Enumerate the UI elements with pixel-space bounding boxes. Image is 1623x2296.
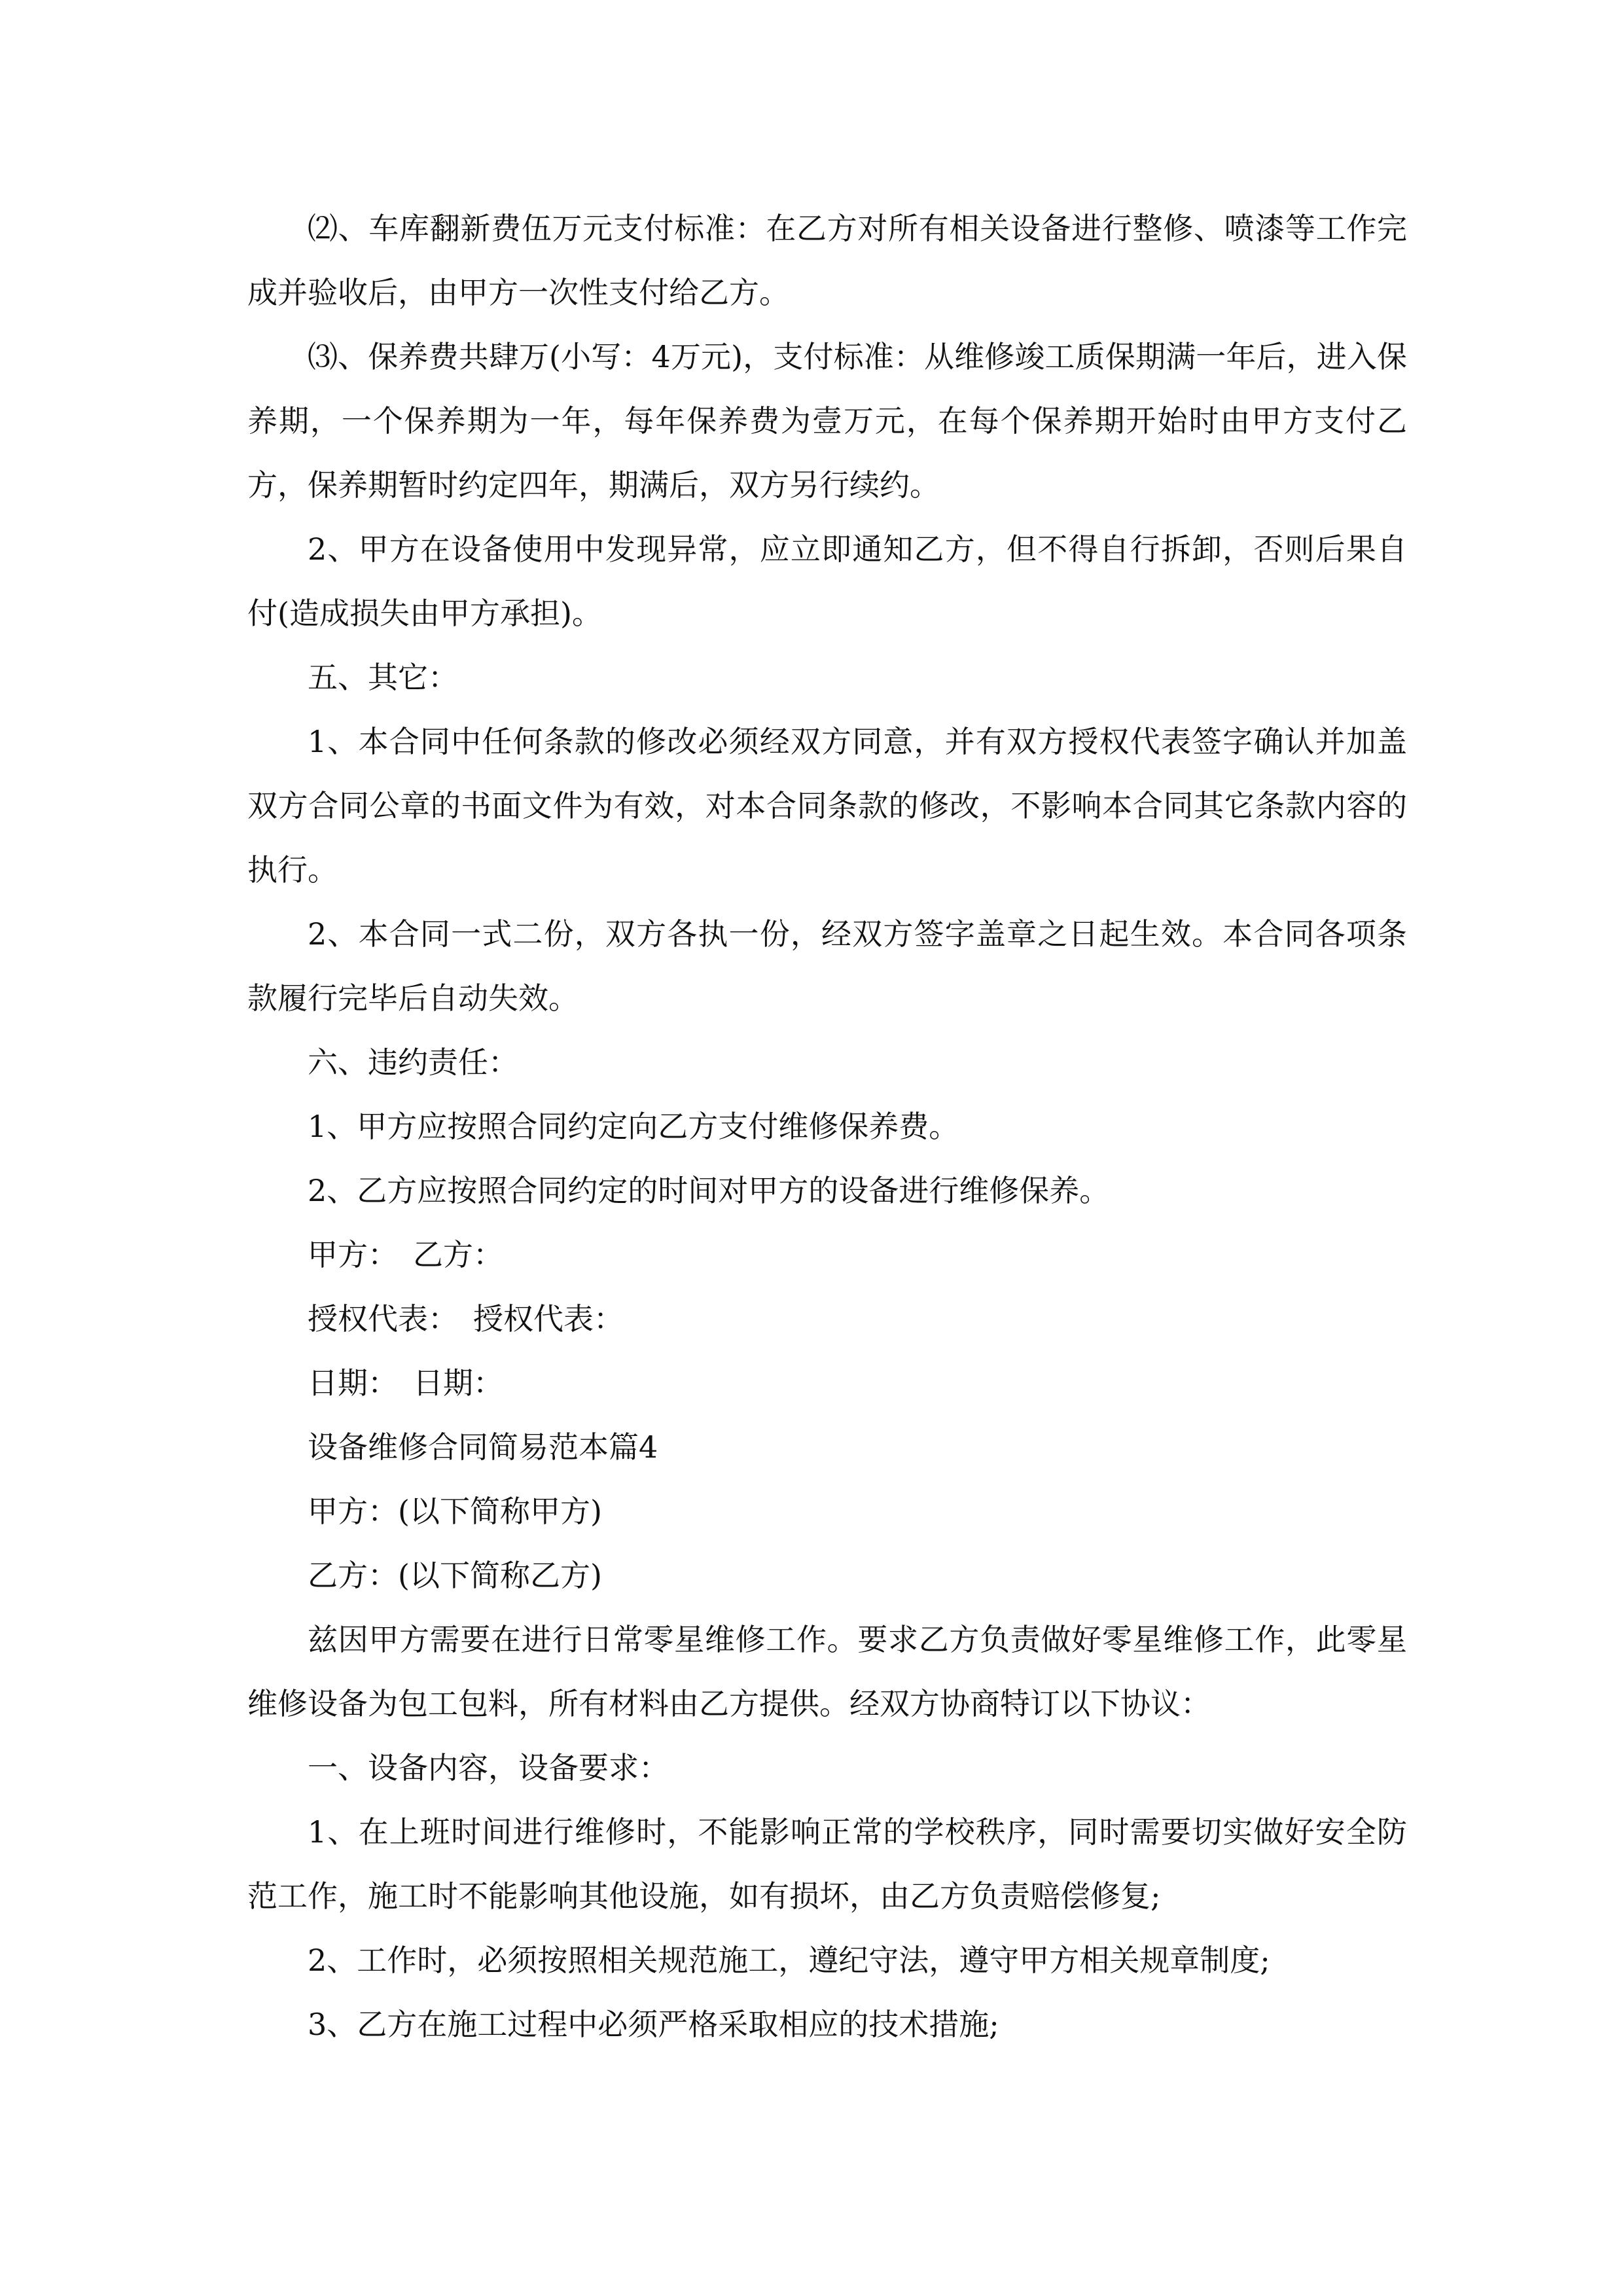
paragraph-amendment-clause: 1、本合同中任何条款的修改必须经双方同意，并有双方授权代表签字确认并加盖双方合同公章的书面文件为有效，对本合同条款的修改，不影响本合同其它条款内容的执行。 [247, 724, 1407, 888]
paragraph-party-a-payment: 1、甲方应按照合同约定向乙方支付维修保养费。 [308, 1109, 959, 1144]
paragraph-party-b-service: 2、乙方应按照合同约定的时间对甲方的设备进行维修保养。 [308, 1173, 1110, 1208]
requirement-item-2: 2、工作时，必须按照相关规范施工，遵纪守法，遵守甲方相关规章制度; [308, 1943, 1270, 1978]
section-heading-equipment-requirements: 一、设备内容，设备要求： [308, 1750, 669, 1785]
paragraph-agreement-preamble: 兹因甲方需要在进行日常零星维修工作。要求乙方负责做好零星维修工作，此零星维修设备为包工包料，所有材料由乙方提供。经双方协商特订以下协议： [247, 1622, 1407, 1721]
section-heading-other: 五、其它： [308, 660, 458, 695]
requirement-item-3: 3、乙方在施工过程中必须严格采取相应的技术措施; [308, 2007, 999, 2042]
paragraph-garage-renovation-fee: ⑵、车库翻新费伍万元支付标准：在乙方对所有相关设备进行整修、喷漆等工作完成并验收后，由甲方一次性支付给乙方。 [247, 211, 1407, 310]
contract-template-title: 设备维修合同简易范本篇4 [308, 1429, 658, 1465]
paragraph-maintenance-fee: ⑶、保养费共肆万(小写：4万元)，支付标准：从维修竣工质保期满一年后，进入保养期，一个保养期为一年，每年保养费为壹万元，在每个保养期开始时由甲方支付乙方，保养期暂时约定四年，期满后，双方另行续约。 [247, 339, 1407, 503]
party-b-line: 乙方：(以下简称乙方) [308, 1558, 602, 1593]
party-a-line: 甲方：(以下简称甲方) [308, 1494, 602, 1529]
paragraph-copies-effective: 2、本合同一式二份，双方各执一份，经双方签字盖章之日起生效。本合同各项条款履行完毕后自动失效。 [247, 916, 1407, 1016]
document-body [247, 196, 1407, 2056]
section-heading-breach-liability: 六、违约责任： [308, 1045, 518, 1080]
signature-dates-line: 日期： 日期： [308, 1365, 503, 1401]
signature-parties-line: 甲方： 乙方： [308, 1237, 503, 1272]
requirement-item-1: 1、在上班时间进行维修时，不能影响正常的学校秩序，同时需要切实做好安全防范工作，施工时不能影响其他设施，如有损坏，由乙方负责赔偿修复; [247, 1814, 1407, 1914]
paragraph-abnormality-notice: 2、甲方在设备使用中发现异常，应立即通知乙方，但不得自行拆卸，否则后果自付(造成损失由甲方承担)。 [247, 531, 1407, 631]
signature-representatives-line: 授权代表： 授权代表： [308, 1301, 624, 1336]
